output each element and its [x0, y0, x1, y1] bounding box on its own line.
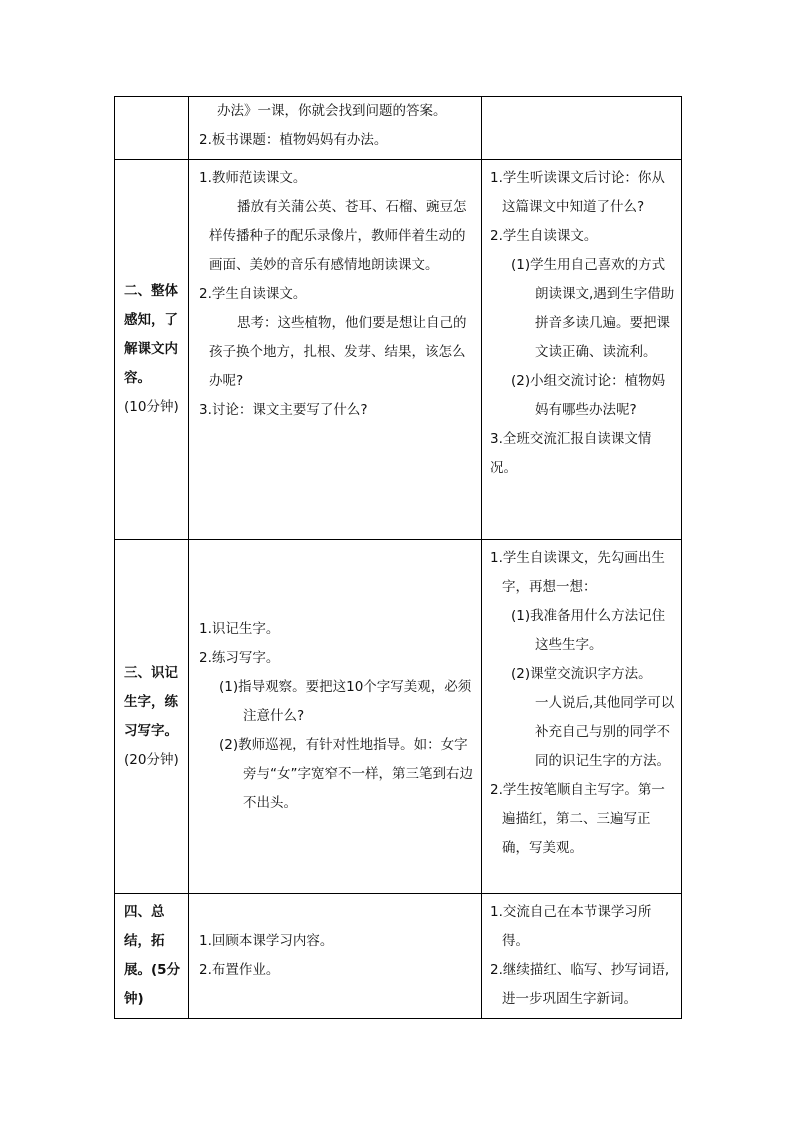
- teacher-line: 3.讨论：课文主要写了什么?: [199, 402, 368, 418]
- student-line: 1.交流自己在本节课学习所得。: [490, 904, 652, 949]
- table-row: [115, 160, 682, 540]
- student-activity-cell: [482, 97, 682, 160]
- stage-title: 二、整体感知，了解课文内容。: [124, 283, 178, 386]
- student-line: (2)小组交流讨论：植物妈妈有哪些办法呢?: [511, 373, 666, 418]
- teacher-activity-cell: [189, 160, 482, 540]
- stage-title: 四、总结，拓展。(5分钟): [124, 904, 181, 1007]
- teacher-activity-cell: [189, 894, 482, 1019]
- stage-cell: [115, 97, 189, 160]
- teacher-line: 2.板书课题：植物妈妈有办法。: [199, 132, 388, 148]
- table-row: [115, 894, 682, 1019]
- stage-cell: [115, 160, 189, 540]
- teacher-line: 2.学生自读课文。: [199, 286, 307, 302]
- teacher-line: 2.练习写字。: [199, 650, 280, 666]
- student-line: 2.学生自读课文。: [490, 228, 598, 244]
- teacher-line: 1.识记生字。: [199, 621, 280, 637]
- teacher-line: 1.教师范读课文。: [199, 170, 307, 186]
- student-line: 2.继续描红、临写、抄写词语,进一步巩固生字新词。: [490, 962, 670, 1007]
- teacher-line: 办法》一课，你就会找到问题的答案。: [217, 103, 447, 119]
- table-row: [115, 540, 682, 894]
- student-activity-cell: [482, 540, 682, 894]
- teacher-line: 播放有关蒲公英、苍耳、石榴、豌豆怎样传播种子的配乐录像片，教师伴着生动的画面、美妙的音乐有感情地朗读课文。: [209, 199, 467, 273]
- stage-time: (20分钟): [124, 751, 179, 768]
- student-line: (1)学生用自己喜欢的方式朗读课文,遇到生字借助拼音多读几遍。要把课文读正确、读流利。: [511, 257, 675, 360]
- student-line: 2.学生按笔顺自主写字。第一遍描红，第二、三遍写正确，写美观。: [490, 782, 665, 856]
- student-line: 1.学生自读课文，先勾画出生字，再想一想：: [490, 550, 665, 595]
- stage-cell: [115, 894, 189, 1019]
- student-activity-cell: [482, 160, 682, 540]
- stage-title: 三、识记生字，练习写字。: [124, 664, 178, 739]
- student-line: 一人说后,其他同学可以补充自己与别的同学不同的识记生字的方法。: [535, 695, 675, 769]
- teacher-line: 思考：这些植物，他们要是想让自己的孩子换个地方，扎根、发芽、结果，该怎么办呢?: [209, 315, 467, 389]
- student-line: (1)我准备用什么方法记住这些生字。: [511, 608, 666, 653]
- student-activity-cell: [482, 894, 682, 1019]
- student-line: 3.全班交流汇报自读课文情况。: [490, 431, 652, 476]
- stage-time: (10分钟): [124, 399, 179, 415]
- teacher-activity-cell: [189, 540, 482, 894]
- student-line: 1.学生听读课文后讨论：你从这篇课文中知道了什么?: [490, 170, 665, 215]
- lesson-plan-table: [114, 96, 682, 1019]
- teacher-line: 1.回顾本课学习内容。: [199, 933, 334, 949]
- teacher-line: (2)教师巡视，有针对性地指导。如：女字旁与“女”字宽窄不一样，第三笔到右边不出头。: [219, 737, 473, 811]
- teacher-line: (1)指导观察。要把这10个字写美观，必须注意什么?: [219, 679, 472, 724]
- student-line: (2)课堂交流识字方法。: [511, 666, 652, 682]
- teacher-activity-cell: [189, 97, 482, 160]
- teacher-line: 2.布置作业。: [199, 962, 280, 978]
- stage-cell: [115, 540, 189, 894]
- table-row: [115, 97, 682, 160]
